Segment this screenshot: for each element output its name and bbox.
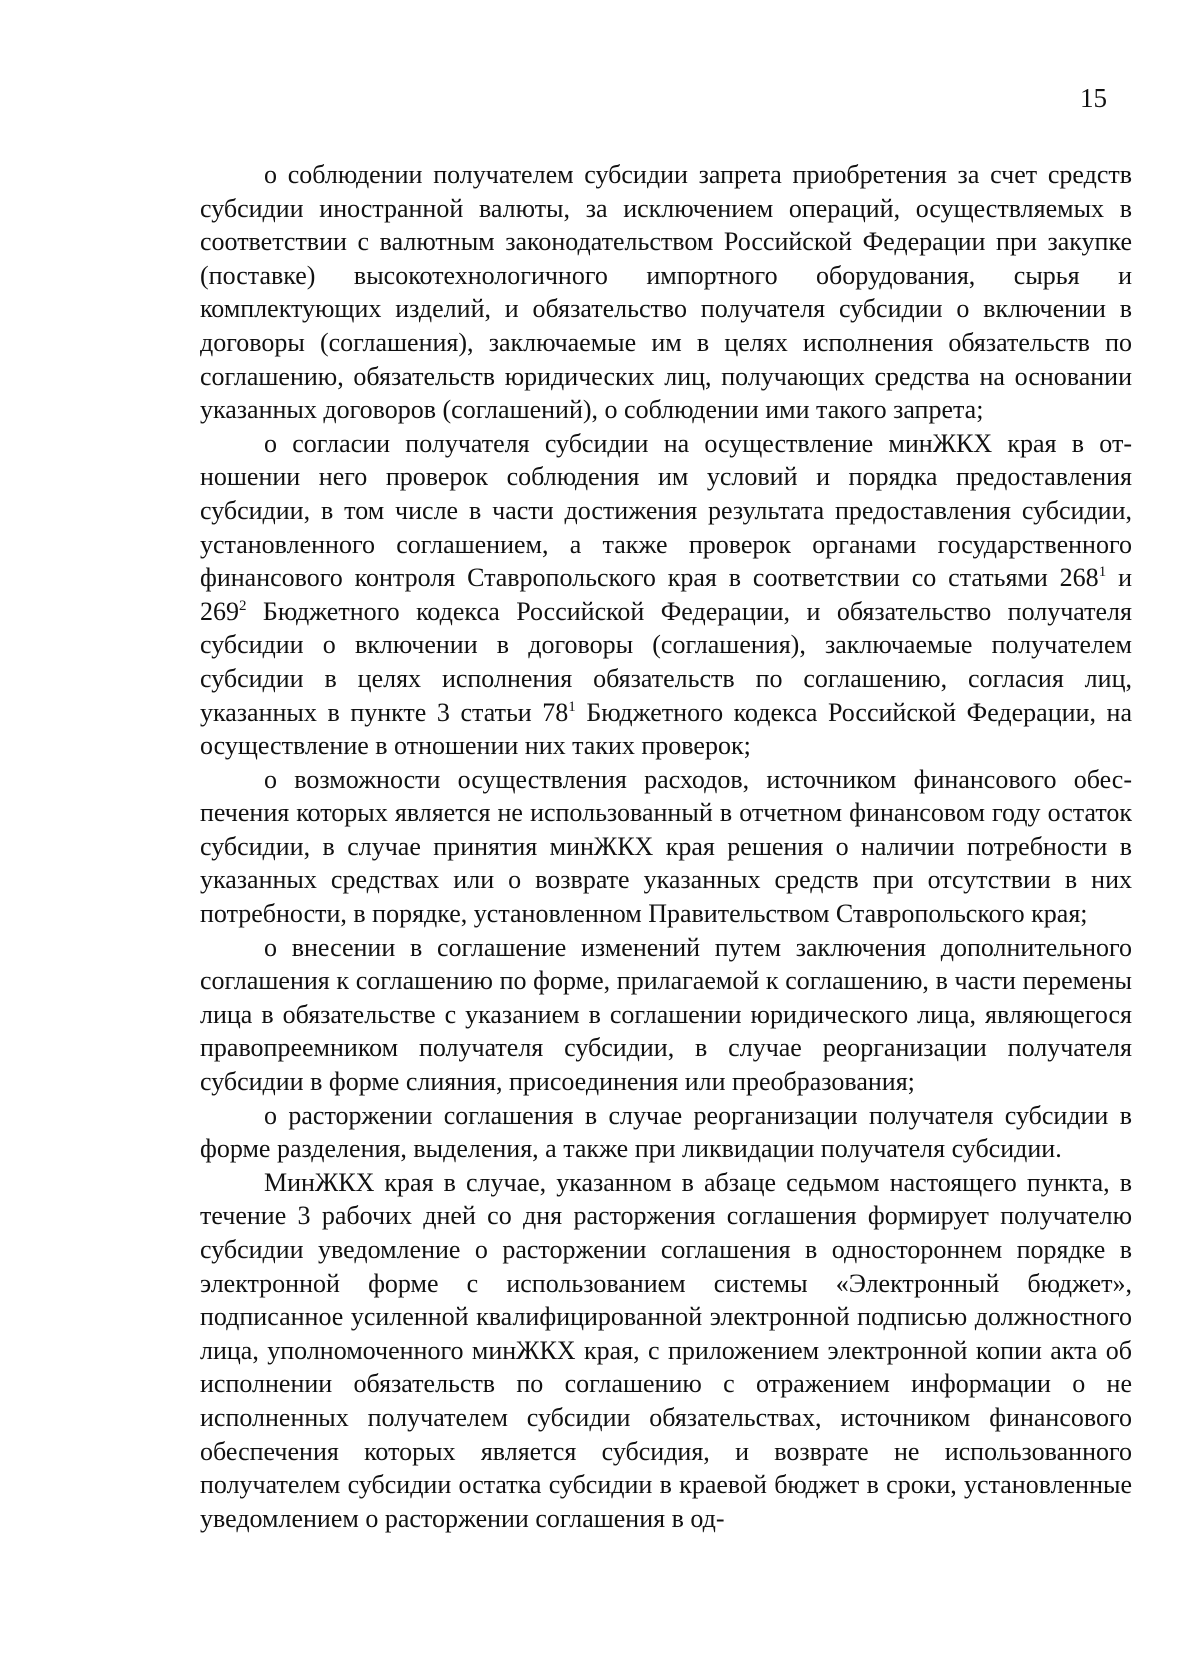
paragraph-agreement-termination: о расторжении соглашения в случае реорганизации получателя субсидии в форме разделения, выделения, а также при ликвидации получателя субсидии. [200, 1100, 1132, 1164]
paragraph-termination-notice: МинЖКХ края в случае, указанном в абзаце седьмом настоящего пункта, в течение 3 рабочих дней со дня расторжения соглашения формирует получателю субсидии уведомление о расторжении соглашения в одностороннем порядке в электронной форме с использованием системы «Электронный бюджет», подписанное усиленной квалифицированной электронной подписью должностного лица, уполномоченного минЖКХ края, с приложением электронной копии акта об исполнении обязательств по соглашению с отражением информации о не исполненных получателем субсидии обязательствах, источником финансового обеспечения которых является субсидия, и возврате не использованного получателем субсидии остатка субсидии в краевой бюджет в сроки, установленные уведомлением о расторжении соглашения в од- [200, 1167, 1132, 1533]
document-body [200, 158, 1132, 1535]
superscript-1: 1 [1098, 564, 1107, 581]
superscript-2: 2 [239, 597, 247, 614]
superscript-3: 1 [568, 698, 576, 715]
paragraph-text: и 269 [200, 563, 1132, 626]
paragraph-inspection-consent [200, 427, 1132, 763]
paragraph-agreement-amendment: о внесении в соглашение изменений путем заключения дополнительного соглашения к соглашению по форме, прилагаемой к соглашению, в части перемены лица в обязательстве с указанием в соглашении юридического лица, являющегося правопреемником получателя субсидии, в случае реорганизации получателя субсидии в форме слияния, присоединения или преобразования; [200, 932, 1132, 1097]
paragraph-text: Бюджетного кодекса Российской Федерации, и обязательство получателя субсидии о включении в договоры (соглашения), заключаемые получателем субсидии в целях исполнения обязательств по соглашению, согласия лиц, указанных в пункте 3 статьи 78 [200, 596, 1132, 727]
paragraph-text: о согласии получателя субсидии на осуществление минЖКХ края в отношении него проверок соблюдения им условий и порядка предоставления субсидии, в том числе в части достижения результата предоставления субсидии, установленного соглашением, а также проверок органами государственного финансового контроля Ставропольского края в соответствии со статьями 268 [200, 428, 1132, 593]
paragraph-unused-balance: о возможности осуществления расходов, источником финансового обеспечения которых является не использованный в отчетном финансовом году остаток субсидии, в случае принятия минЖКХ края решения о наличии потребности в указанных средствах или о возврате указанных средств при отсутствии в них потребности, в порядке, установленном Правительством Ставропольского края; [200, 764, 1132, 929]
paragraph-text: Бюджетного кодекса Российской Федерации, на осуществление в отношении них таких проверок; [200, 697, 1132, 761]
page-number: 15 [1080, 83, 1107, 113]
paragraph-currency-ban: о соблюдении получателем субсидии запрета приобретения за счет средств субсидии иностранной валюты, за исключением операций, осуществляемых в соответствии с валютным законодательством Российской Федерации при закупке (поставке) высокотехнологичного импортного оборудования, сырья и комплектующих изделий, и обязательство получателя субсидии о включении в договоры (соглашения), заключаемые им в целях исполнения обязательств по соглашению, обязательств юридических лиц, получающих средства на основании указанных договоров (соглашений), о соблюдении ими такого запрета; [200, 160, 1132, 425]
